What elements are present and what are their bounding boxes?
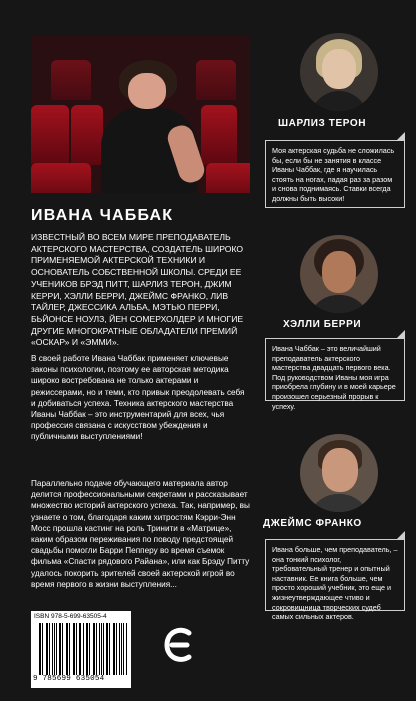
portrait-charlize-theron [300,33,378,111]
author-photo [31,35,250,193]
description-paragraph-1: В своей работе Ивана Чаббак применяет ключевые законы психологии, поэтому ее авторская методика широко востребована не только актерами и режиссерами, но и теми, кто привык преодолевать себя и добиваться успеха. Техника актерского мастерства Иваны Чаббак – это инструментарий для всех, чья профессия связана с искусством убеждения и публичными выступлениями! [31,354,245,442]
testimonial-quote-2: Ивана Чаббак – это величайший преподаватель актерского мастерства двадцать первого века. Под руководством Иваны моя игра приобрела глубину и в моей карьере произошел серьезный прорыв к успеху. [265,338,405,401]
portrait-james-franco [300,434,378,512]
testimonial-name-2: ХЭЛЛИ БЕРРИ [283,319,362,330]
eksmo-logo-icon [163,625,197,665]
barcode-digits: 9 785699 635054 [33,675,105,683]
description-paragraph-2: Параллельно подаче обучающего материала автор делится профессиональными секретами и рассказывает множество историй актерского успеха. Так, например, вы узнаете о том, благодаря каким хитростям Кэрри-Энн Мосс прошла кастинг на роль Тринити в «Матрице», каким образом переживания по поводу предстоящей свадьбы помогли Барри Пепперу во время съемок фильма «Спасти рядового Райана», или как Брэду Питту удалось покорить зрителей своей актерской игрой во время первого в жизни выступления... [31,479,250,589]
author-bio: ИЗВЕСТНЫЙ ВО ВСЕМ МИРЕ ПРЕПОДАВАТЕЛЬ АКТЕРСКОГО МАСТЕРСТВА, СОЗДАТЕЛЬ ШИРОКО ПРИМЕНЯЕМОЙ АКТЕРСКОЙ ТЕХНИКИ И ОСНОВАТЕЛЬ СОБСТВЕННОЙ ШКОЛЫ. СРЕДИ ЕЕ УЧЕНИКОВ БРЭД ПИТТ, ШАРЛИЗ ТЕРОН, ДЖИМ КЕРРИ, ХЭЛЛИ БЕРРИ, ДЖЕЙМС ФРАНКО, ЛИВ ТАЙЛЕР, ДЖЕССИКА АЛЬБА, МЭТЬЮ ПЕРРИ, БЬЙОНСЕ НОУЛЗ, ЙЕН СОМЕРХОЛДЕР И МНОГИЕ ДРУГИЕ МНОГОКРАТНЫЕ ОБЛАДАТЕЛИ ПРЕМИЙ «ОСКАР» И «ЭММИ». [31,232,244,348]
portrait-halle-berry [300,235,378,313]
testimonial-quote-3: Ивана больше, чем преподаватель, – она тонкий психолог, требовательный тренер и опытный наставник. Ее книга больше, чем просто хороший учебник, это еще и жизнеутверждающее чтиво и сокровищница творческих судеб самых сильных актеров. [265,539,405,611]
barcode [31,611,131,688]
testimonial-name-1: ШАРЛИЗ ТЕРОН [278,118,367,129]
testimonial-name-3: ДЖЕЙМС ФРАНКО [263,518,362,529]
isbn-label: ISBN 978-5-699-63505-4 [34,613,107,620]
testimonial-quote-1: Моя актерская судьба не сложилась бы, если бы не занятия в классе Иваны Чаббак, где я научилась стоять на ногах, падая раз за разом и снова поднимаясь. Ставки всегда должны быть высоки! [265,140,405,208]
author-name: ИВАНА ЧАББАК [31,207,174,224]
barcode-bars [39,623,127,675]
